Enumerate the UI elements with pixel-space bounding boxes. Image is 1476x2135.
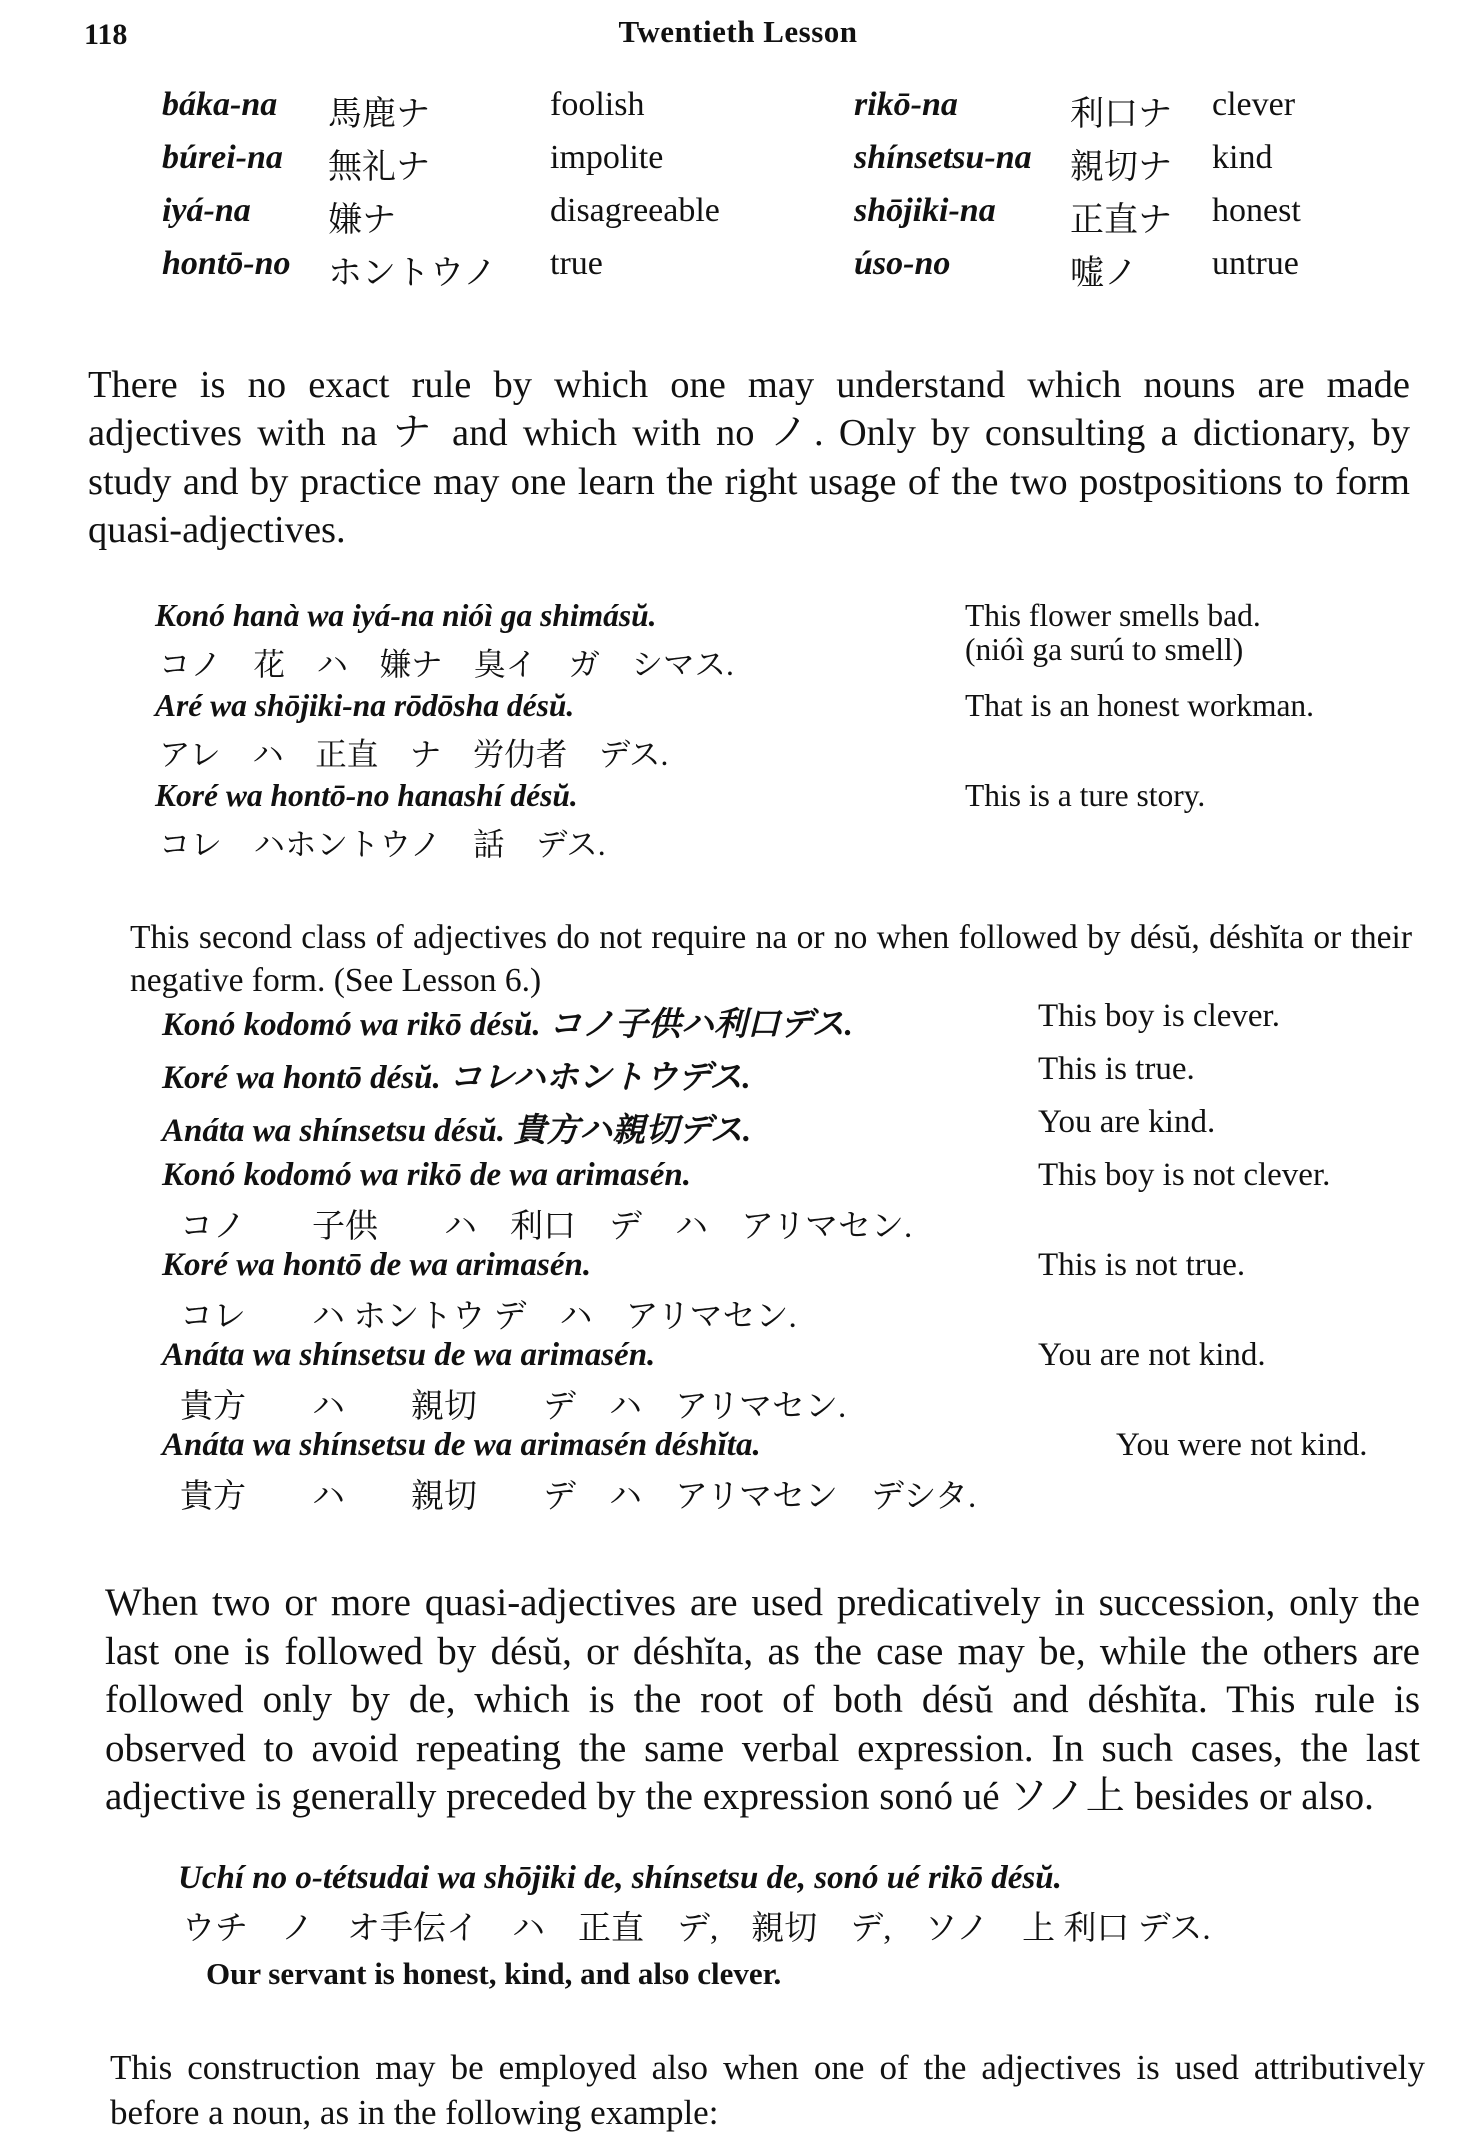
example-english: You are kind.: [1038, 1104, 1216, 1140]
predicate-example: [162, 1427, 1422, 1517]
example-romaji: Koré wa hontō de wa arimasén.: [162, 1247, 592, 1283]
example-sentences: [155, 598, 1415, 868]
example-english: This is not true.: [1038, 1247, 1246, 1283]
example-kana: コレ ハ ホントウ デ ハ アリマセン.: [180, 1299, 797, 1335]
example-english: This is a ture story.: [965, 778, 1206, 813]
example-romaji: Koré wa hontō désŭ. コレハホントウデス.: [162, 1060, 751, 1096]
example-english: This is true.: [1038, 1051, 1195, 1087]
paragraph-succession-rule: When two or more quasi-adjectives are used predicatively in succession, only the last one is followed by désŭ, or déshĭta, as the case may be, while the others are followed only by de, which is the root of both désŭ and déshĭta. This rule is observed to avoid repeating the same verbal expression. In such cases, the last adjective is generally preceded by the expression sonó ué ソノ上 besides or also.: [105, 1581, 1420, 1818]
example-kana: アレ ハ 正直 ナ 労仂者 デス.: [159, 737, 669, 772]
example-sentence: [155, 778, 1415, 868]
example-romaji: Koré wa hontō-no hanashí désŭ.: [155, 778, 578, 813]
vocab-romaji: búrei-na: [162, 139, 283, 176]
example-romaji: Konó kodomó wa rikō de wa arimasén.: [162, 1157, 691, 1193]
predicate-example: [162, 1337, 1422, 1427]
vocab-romaji: shōjiki-na: [854, 192, 996, 229]
vocab-english: honest: [1212, 192, 1301, 229]
vocab-kana: 嘘ノ: [1070, 255, 1138, 292]
example-romaji: Aré wa shōjiki-na rōdōsha désŭ.: [155, 688, 575, 723]
vocab-english: untrue: [1212, 245, 1299, 282]
vocab-english: clever: [1212, 86, 1296, 123]
vocab-english: impolite: [550, 139, 664, 176]
predicate-example: [162, 1157, 1422, 1247]
example-english: This boy is clever.: [1038, 998, 1280, 1034]
example-kana: 貴方 ハ 親切 デ ハ アリマセン.: [180, 1389, 847, 1425]
example-english: This flower smells bad.: [965, 598, 1261, 633]
example-kana: コノ 子供 ハ 利口 デ ハ アリマセン.: [180, 1209, 913, 1245]
vocab-romaji: shínsetsu-na: [854, 139, 1032, 176]
running-head: Twentieth Lesson: [618, 14, 858, 49]
vocab-kana: 利口ナ: [1070, 96, 1172, 133]
vocab-romaji: báka-na: [162, 86, 278, 123]
predicate-example: [162, 998, 1422, 1051]
example-romaji: Anáta wa shínsetsu désŭ. 貴方ハ親切デス.: [162, 1113, 752, 1149]
example-sentence: [155, 598, 1415, 688]
vocab-romaji: rikō-na: [854, 86, 958, 123]
paragraph-attributive: This construction may be employed also when one of the adjectives is used attributively before a noun, as in the following example:: [110, 2048, 1425, 2132]
example-english: You are not kind.: [1038, 1337, 1266, 1373]
example-romaji: Anáta wa shínsetsu de wa arimasén.: [162, 1337, 656, 1373]
example-romaji: Uchí no o-tétsudai wa shōjiki de, shínsetsu de, sonó ué rikō désŭ.: [178, 1860, 1062, 1896]
example-romaji: Konó kodomó wa rikō désŭ. コノ子供ハ利口デス.: [162, 1007, 853, 1043]
example-english: That is an honest workman.: [965, 688, 1315, 723]
example-english: You were not kind.: [1116, 1427, 1368, 1463]
vocab-english: disagreeable: [550, 192, 720, 229]
vocab-romaji: hontō-no: [162, 245, 291, 282]
predicate-example: [162, 1247, 1422, 1337]
predicate-example: [162, 1104, 1422, 1157]
vocab-kana: 無礼ナ: [328, 149, 430, 186]
predicate-example: [162, 1051, 1422, 1104]
vocab-kana: 正直ナ: [1070, 202, 1172, 239]
example-romaji: Konó hanà wa iyá-na nióì ga shimásŭ.: [155, 598, 657, 633]
example-english: Our servant is honest, kind, and also clever.: [206, 1956, 782, 1991]
example-kana: 貴方 ハ 親切 デ ハ アリマセン デシタ.: [180, 1479, 977, 1515]
vocab-english: foolish: [550, 86, 645, 123]
vocab-kana: 馬鹿ナ: [328, 96, 430, 133]
predicate-examples: [162, 998, 1422, 1517]
example-kana: コノ 花 ハ 嫌ナ 臭イ ガ シマス.: [159, 647, 734, 682]
vocab-kana: ホントウノ: [328, 255, 497, 292]
example-kana: ウチ ノ オ手伝イ ハ 正直 デ, 親切 デ, ソノ 上 利口 デス.: [182, 1911, 1211, 1947]
page-number: 118: [84, 18, 128, 51]
example-sentence: [155, 688, 1415, 778]
vocab-romaji: úso-no: [854, 245, 951, 282]
vocab-kana: 嫌ナ: [328, 202, 396, 239]
vocab-romaji: iyá-na: [162, 192, 251, 229]
vocab-english: true: [550, 245, 603, 282]
example-kana: コレ ハホントウノ 話 デス.: [159, 827, 606, 862]
example-note: (nióì ga surú to smell): [965, 632, 1244, 667]
example-english: This boy is not clever.: [1038, 1157, 1331, 1193]
paragraph-second-class: This second class of adjectives do not require na or no when followed by désŭ, déshĭta or their negative form. (See Lesson 6.): [130, 918, 1412, 999]
paragraph-usage-rule: There is no exact rule by which one may understand which nouns are made adjectives with na ナ and which with no ノ. Only by consulting a dictionary, by study and by practice may one learn the right usage of the two postpositions to form quasi-adjectives.: [88, 363, 1410, 551]
vocab-kana: 親切ナ: [1070, 149, 1172, 186]
example-romaji: Anáta wa shínsetsu de wa arimasén déshĭta.: [162, 1427, 761, 1463]
vocab-english: kind: [1212, 139, 1273, 176]
